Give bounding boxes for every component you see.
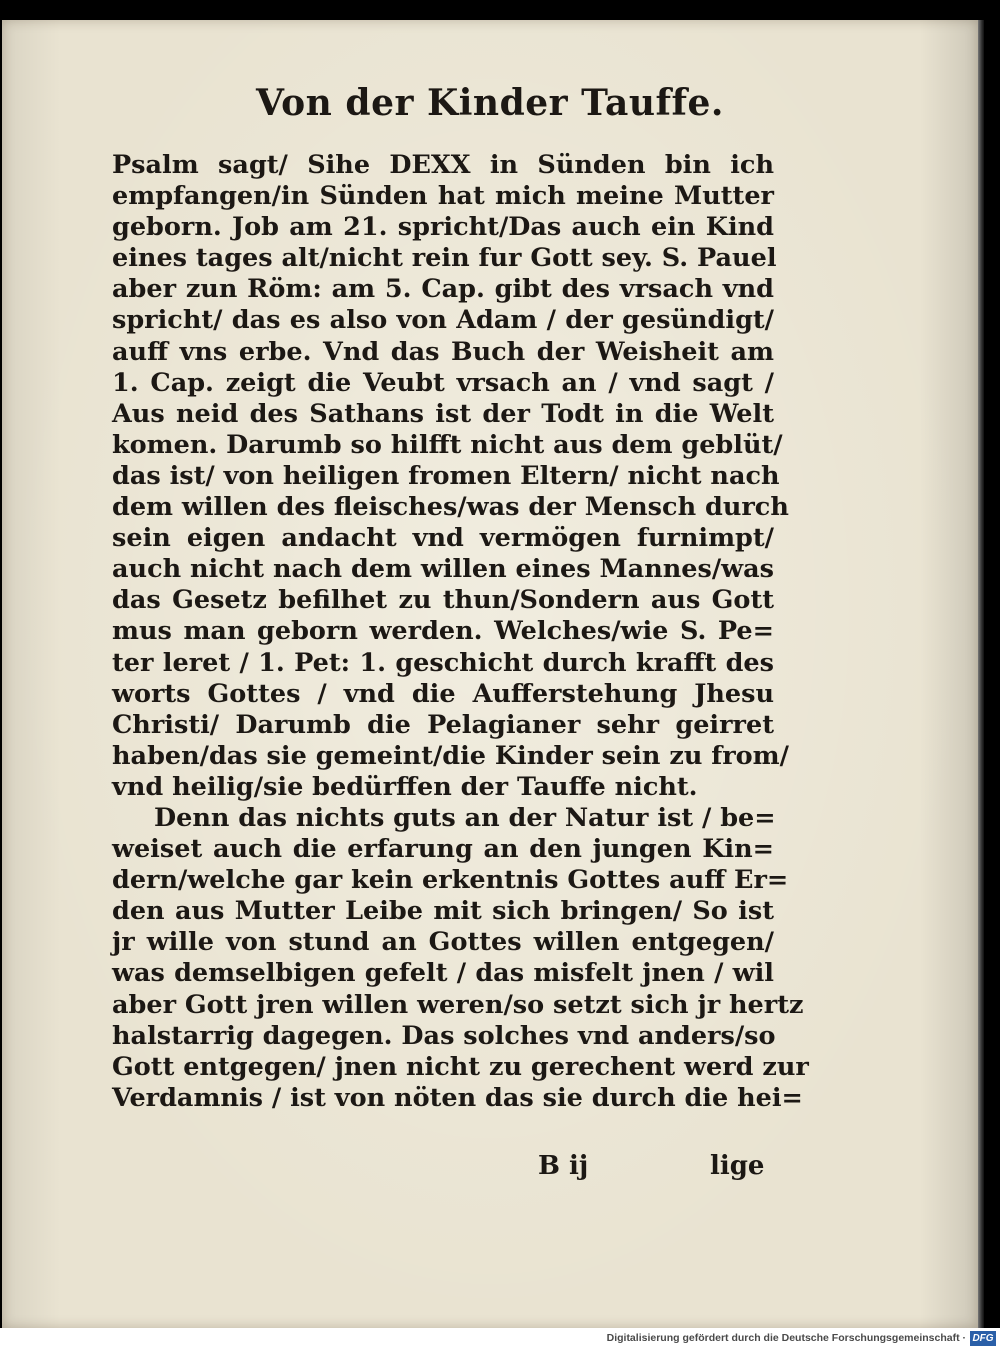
page-edge (978, 20, 984, 1328)
footer-bar (0, 1328, 1000, 1350)
text-line: aber Gott jren willen weren/so setzt sich jr hertz (112, 989, 804, 1020)
text-line: dern/welche gar kein erkentnis Gottes auff Er= (112, 865, 789, 896)
running-header: Von der Kinder Tauffe. (256, 82, 724, 124)
text-line: dem willen des fleisches/was der Mensch durch (112, 492, 789, 523)
text-line: vnd heilig/sie bedürffen der Tauffe nicht. (112, 771, 698, 802)
text-line: das ist/ von heiligen fromen Eltern/ nicht nach (112, 460, 780, 491)
text-line: jr wille von stund an Gottes willen entgegen/ (112, 927, 774, 958)
text-line: komen. Darumb so hilfft nicht aus dem geblüt/ (112, 429, 783, 460)
text-line: mus man geborn werden. Welches/wie S. Pe= (112, 616, 774, 647)
catchword: lige (710, 1151, 765, 1181)
book-page (2, 20, 978, 1328)
funding-credit: Digitalisierung gefördert durch die Deutsche Forschungsgemeinschaft · (606, 1332, 966, 1344)
text-line: 1. Cap. zeigt die Veubt vrsach an / vnd sagt / (112, 367, 774, 398)
text-line: Verdamnis / ist von nöten das sie durch die hei= (112, 1082, 803, 1113)
text-line: haben/das sie gemeint/die Kinder sein zu from/ (112, 740, 789, 771)
text-line: was demselbigen gefelt / das misfelt jnen / wil (112, 958, 774, 989)
text-line: ter leret / 1. Pet: 1. geschicht durch krafft des (112, 647, 774, 678)
text-line: Denn das nichts guts an der Natur ist / be= (154, 802, 776, 833)
text-line: empfangen/in Sünden hat mich meine Mutter (112, 181, 774, 212)
page-text (112, 150, 809, 1114)
text-line: auff vns erbe. Vnd das Buch der Weisheit am (112, 336, 774, 367)
text-line: eines tages alt/nicht rein fur Gott sey. S. Pauel (112, 243, 777, 274)
dfg-logo: DFG (970, 1331, 996, 1346)
text-line: den aus Mutter Leibe mit sich bringen/ So ist (112, 896, 774, 927)
text-line: das Gesetz befilhet zu thun/Sondern aus Gott (112, 585, 774, 616)
text-line: halstarrig dagegen. Das solches vnd anders/so (112, 1020, 776, 1051)
text-line: geborn. Job am 21. spricht/Das auch ein Kind (112, 212, 774, 243)
text-line: Psalm sagt/ Sihe DEXX in Sünden bin ich (112, 150, 774, 180)
signature-mark: B ij (538, 1151, 589, 1181)
text-line: auch nicht nach dem willen eines Mannes/was (112, 554, 774, 585)
text-line: Aus neid des Sathans ist der Todt in die Welt (112, 398, 774, 429)
text-line: aber zun Röm: am 5. Cap. gibt des vrsach vnd (112, 274, 774, 305)
text-line: Christi/ Darumb die Pelagianer sehr geirret (112, 709, 774, 740)
text-line: spricht/ das es also von Adam / der gesündigt/ (112, 305, 774, 336)
text-line: worts Gottes / vnd die Aufferstehung Jhesu (112, 678, 774, 709)
text-line: weiset auch die erfarung an den jungen Kin= (112, 834, 774, 865)
text-line: sein eigen andacht vnd vermögen furnimpt/ (112, 523, 774, 554)
text-line: Gott entgegen/ jnen nicht zu gerechent werd zur (112, 1051, 809, 1082)
